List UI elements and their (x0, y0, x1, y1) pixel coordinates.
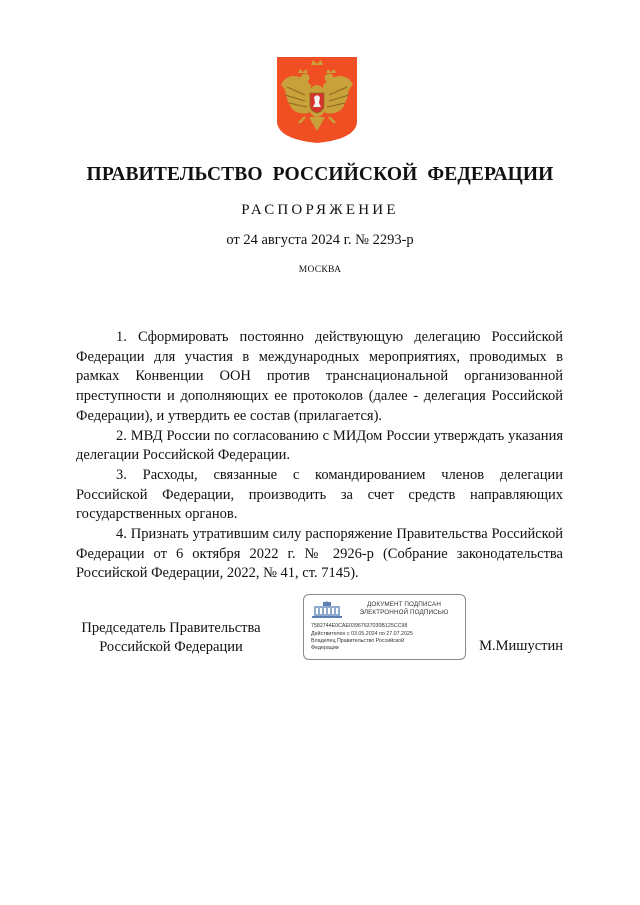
document-kind: РАСПОРЯЖЕНИЕ (241, 202, 399, 218)
stamp-owner-line1: Владелец Правительство Российской (311, 638, 405, 644)
government-building-icon (310, 601, 344, 619)
stamp-validity: Действителен с 03.05.2024 по 27.07.2025 (311, 631, 413, 637)
paragraph-4: 4. Признать утратившим силу распоряжение Правительства Российской Федерации от 6 октября 2022 г. № 2926-р (Собрание законодательства Российской Федерации, 2022, № 41, ст. 7145). (76, 526, 563, 582)
signatory-name: М.Мишустин (479, 638, 563, 654)
document-date: от 24 августа 2024 г. № 2293-р (226, 232, 414, 248)
electronic-signature-stamp (303, 594, 466, 660)
document-body (76, 328, 563, 584)
stamp-owner-line2: Федерации (311, 645, 339, 651)
signatory-position-line1: Председатель Правительства (81, 620, 261, 636)
stamp-serial: 7582744E0CAE03967637030B125CC98 (311, 623, 408, 629)
stamp-title (346, 601, 462, 617)
paragraph-1: 1. Сформировать постоянно действующую делегацию Российской Федерации для участия в международных мероприятиях, проводимых в рамках Конвенции ООН против транснациональной организованной преступности и дополняющих ее протоколов (далее - делегация Российской Федерации), и утвердить ее состав (прилагается). (76, 329, 563, 424)
signatory-position-line2: Российской Федерации (99, 639, 243, 655)
coat-of-arms-icon (275, 55, 359, 145)
stamp-title-line1: ДОКУМЕНТ ПОДПИСАН (367, 601, 441, 608)
government-title: ПРАВИТЕЛЬСТВО РОССИЙСКОЙ ФЕДЕРАЦИИ (86, 164, 554, 185)
signatory-position (76, 619, 266, 657)
stamp-title-line2: ЭЛЕКТРОННОЙ ПОДПИСЬЮ (359, 609, 449, 616)
paragraph-2: 2. МВД России по согласованию с МИДом России утверждать указания делегации Российской Федерации. (76, 427, 563, 464)
city: МОСКВА (298, 265, 342, 275)
paragraph-3: 3. Расходы, связанные с командированием членов делегации Российской Федерации, производить за счет средств направляющих государственных органов. (76, 466, 563, 523)
